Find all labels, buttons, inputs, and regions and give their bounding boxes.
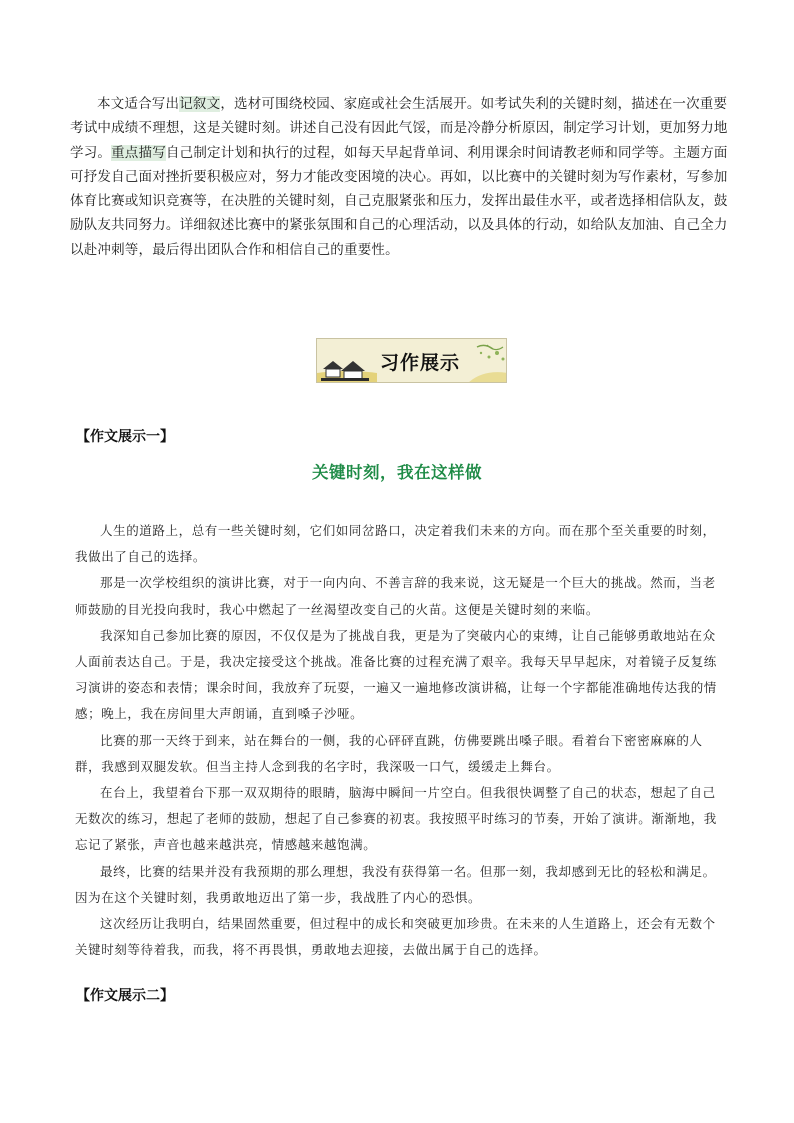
intro-text-a: 本文适合写出 bbox=[97, 96, 180, 112]
banner-title: 习作展示 bbox=[380, 352, 461, 374]
essay-paragraph: 比赛的那一天终于到来，站在舞台的一侧，我的心砰砰直跳，仿佛要跳出嗓子眼。看着台下密密麻麻的人群，我感到双腿发软。但当主持人念到我的名字时，我深吸一口气，缓缓走上舞台。 bbox=[75, 732, 703, 774]
essay-title: 关键时刻，我在这样做 bbox=[312, 463, 482, 482]
section-heading-second: 【作文展示二】 bbox=[76, 988, 174, 1004]
essay-paragraph: 在台上，我望着台下那一双双期待的眼睛，脑海中瞬间一片空白。但我很快调整了自己的状态，想起了自己无数次的练习，想起了老师的鼓励，想起了自己参赛的初衷。我按照平时练习的节奏，开始了演讲。渐渐地，我忘记了紧张，声音也越来越洪亮，情感越来越饱满。 bbox=[75, 785, 717, 853]
essay-body bbox=[75, 518, 720, 963]
essay-paragraph: 我深知自己参加比赛的原因，不仅仅是为了挑战自我，更是为了突破内心的束缚，让自己能够勇敢地站在众人面前表达自己。于是，我决定接受这个挑战。准备比赛的过程充满了艰辛。我每天早早起床，对着镜子反复练习演讲的姿态和表情；课余时间，我放弃了玩耍，一遍又一遍地修改演讲稿，让每一个字都能准确地传达我的情感；晚上，我在房间里大声朗诵，直到嗓子沙哑。 bbox=[75, 627, 717, 722]
essay-paragraph: 最终，比赛的结果并没有我预期的那么理想，我没有获得第一名。但那一刻，我却感到无比的轻松和满足。因为在这个关键时刻，我勇敢地迈出了第一步，我战胜了内心的恐惧。 bbox=[75, 863, 716, 905]
essay-paragraph: 那是一次学校组织的演讲比赛，对于一向内向、不善言辞的我来说，这无疑是一个巨大的挑战。然而，当老师鼓励的目光投向我时，我心中燃起了一丝渴望改变自己的火苗。这便是关键时刻的来临。 bbox=[75, 575, 716, 617]
section-heading-first: 【作文展示一】 bbox=[76, 429, 174, 445]
essay-paragraph: 这次经历让我明白，结果固然重要，但过程中的成长和突破更加珍贵。在未来的人生道路上，还会有无数个关键时刻等待着我，而我，将不再畏惧，勇敢地去迎接，去做出属于自己的选择。 bbox=[75, 916, 716, 958]
intro-highlight-narrative: 记叙文 bbox=[179, 96, 221, 112]
intro-text-b: ，选材可围绕校园、家庭或社会生活展开。如考试失利的关键时刻，描述在一次重要考试中成绩不理想，这是关键时刻。讲述自己没有因此气馁，而是冷静分析原因，制定学习计划，更加努力地学习。 bbox=[70, 96, 728, 161]
intro-highlight-focus: 重点描写 bbox=[111, 144, 166, 161]
intro-paragraph bbox=[70, 92, 730, 262]
showcase-banner bbox=[316, 338, 507, 383]
essay-paragraph: 人生的道路上，总有一些关键时刻，它们如同岔路口，决定着我们未来的方向。而在那个至关重要的时刻，我做出了自己的选择。 bbox=[75, 523, 716, 565]
intro-text-c: 自己制定计划和执行的过程，如每天早起背单词、利用课余时间请教老师和同学等。主题方面可抒发自己面对挫折要积极应对，努力才能改变困境的决心。再如，以比赛中的关键时刻为写作素材，写参加体育比赛或知识竞赛等，在决胜的关键时刻，自己克服紧张和压力，发挥出最佳水平，或者选择相信队友，鼓励队友共同努力。详细叙述比赛中的紧张氛围和自己的心理活动，以及具体的行动，如给队友加油、自己全力以赴冲刺等，最后得出团队合作和相信自己的重要性。 bbox=[70, 144, 728, 258]
